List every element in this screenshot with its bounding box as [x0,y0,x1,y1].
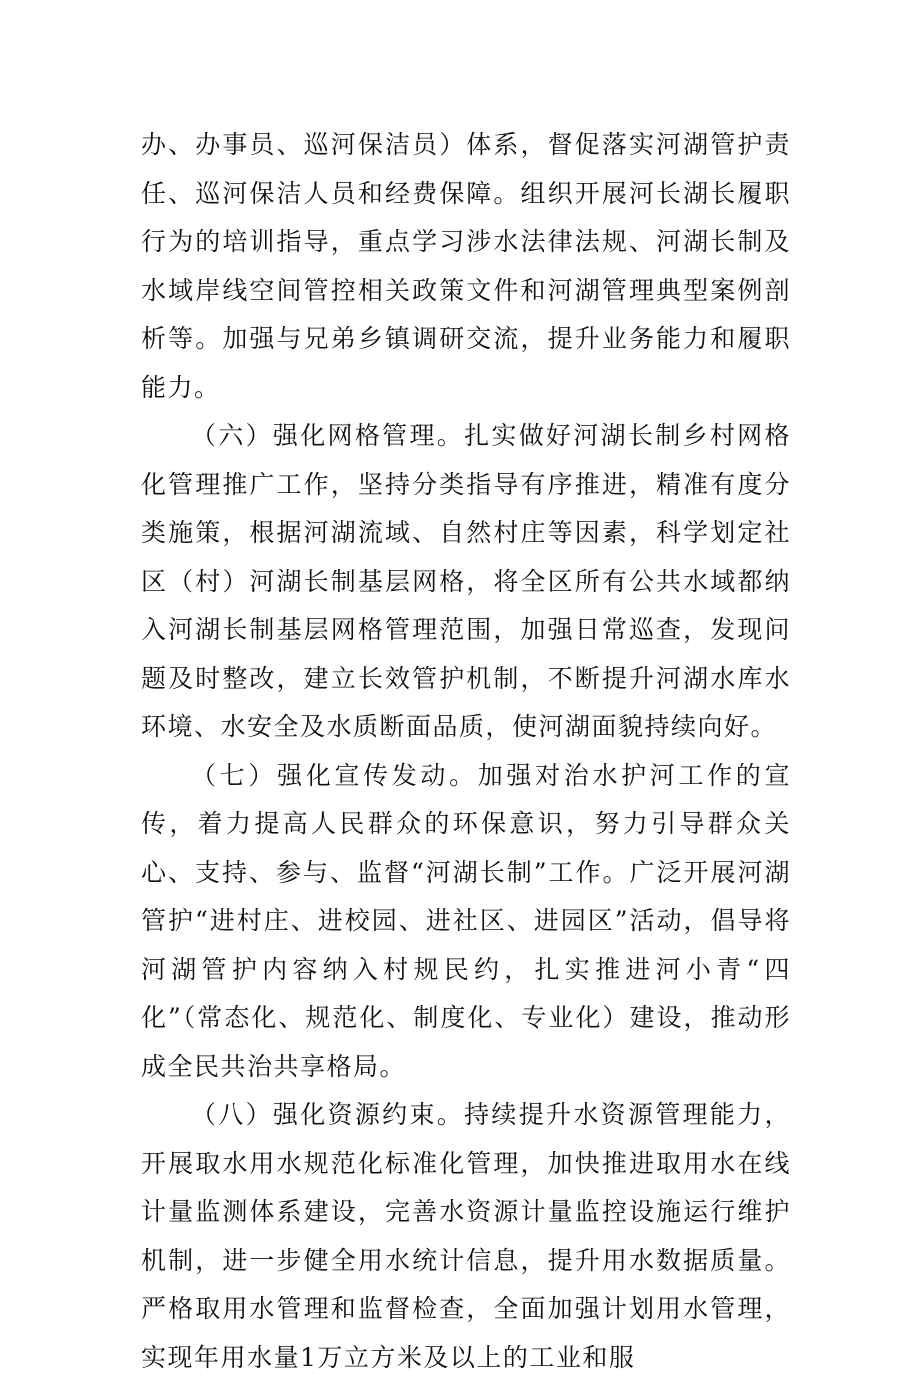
paragraph-section-7: （七）强化宣传发动。加强对治水护河工作的宣传，着力提高人民群众的环保意识，努力引导群众关心、支持、参与、监督“河湖长制”工作。广泛开展河湖管护“进村庄、进校园、进社区、进园区”活动，倡导将河湖管护内容纳入村规民约，扎实推进河小青“四化”（常态化、规范化、制度化、专业化）建设，推动形成全民共治共享格局。 [141,760,791,1081]
paragraph-section-8: （八）强化资源约束。持续提升水资源管理能力，开展取水用水规范化标准化管理，加快推进取用水在线计量监测体系建设，完善水资源计量监控设施运行维护机制，进一步健全用水统计信息，提升用水数据质量。严格取用水管理和监督检查，全面加强计划用水管理，实现年用水量1万立方米及以上的工业和服 [141,1100,791,1372]
paragraph-section-6: （六）强化网格管理。扎实做好河湖长制乡村网格化管理推广工作，坚持分类指导有序推进，精准有度分类施策，根据河湖流域、自然村庄等因素，科学划定社区（村）河湖长制基层网格，将全区所有公共水域都纳入河湖长制基层网格管理范围，加强日常巡查，发现问题及时整改，建立长效管护机制，不断提升河湖水库水环境、水安全及水质断面品质，使河湖面貌持续向好。 [141,421,791,741]
paragraph-continuation: 办、办事员、巡河保洁员）体系，督促落实河湖管护责任、巡河保洁人员和经费保障。组织开展河长湖长履职行为的培训指导，重点学习涉水法律法规、河湖长制及水域岸线空间管控相关政策文件和河湖管理典型案例剖析等。加强与兄弟乡镇调研交流，提升业务能力和履职能力。 [141,130,791,402]
document-page [141,121,791,1382]
